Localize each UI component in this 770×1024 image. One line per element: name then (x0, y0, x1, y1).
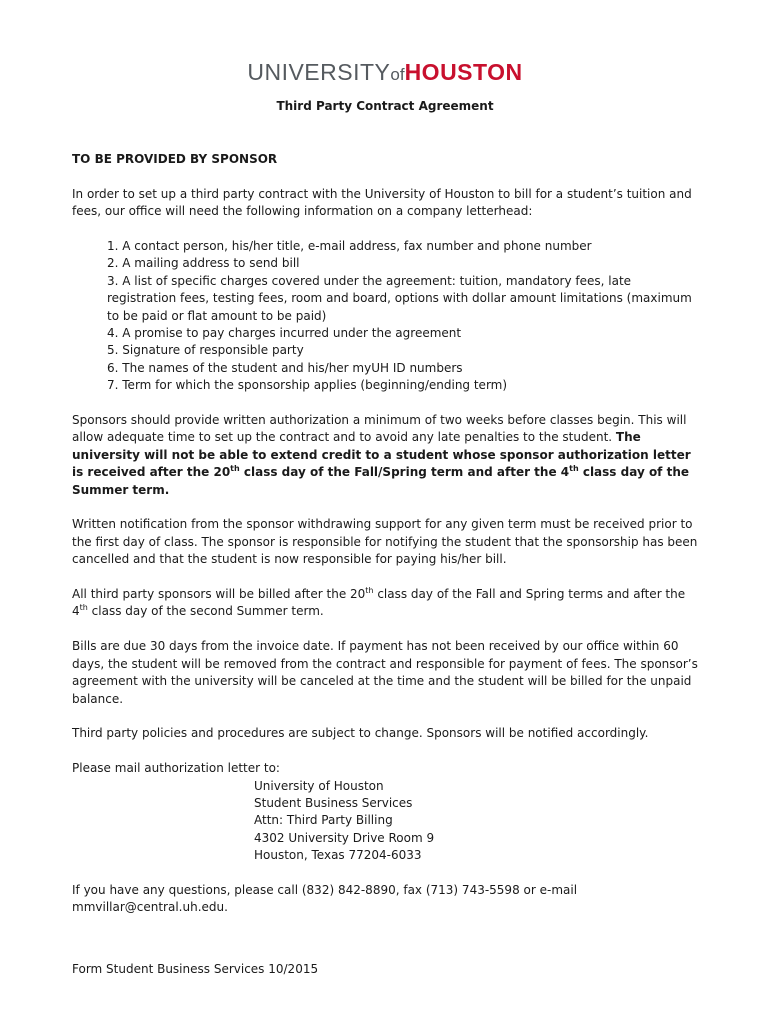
list-item: 5. Signature of responsible party (107, 343, 304, 358)
contact-paragraph: If you have any questions, please call (832) 842-8890, fax (713) 743-5598 or e-mail mmvillar@central.uh.edu. (72, 882, 578, 915)
mailing-address (254, 778, 702, 865)
billing-text: class day of the Fall and Spring terms and after the 4 (72, 587, 686, 619)
address-line: 4302 University Drive Room 9 (254, 830, 435, 845)
billing-text: class day of the second Summer term. (87, 604, 324, 619)
authorization-bold-text: class day of the Fall/Spring term and after the 4 (239, 465, 570, 480)
authorization-paragraph (72, 412, 702, 499)
requirements-list (72, 238, 702, 395)
billing-text: All third party sponsors will be billed after the 20 (72, 587, 366, 602)
list-item: 4. A promise to pay charges incurred under the agreement (107, 326, 462, 341)
address-line: Student Business Services (254, 795, 413, 810)
due-paragraph: Bills are due 30 days from the invoice date. If payment has not been received by our office within 60 days, the student will be removed from the contract and responsible for payment of fees. The sponsor’s agreement with the university will be canceled at the time and the student will be billed for the unpaid balance. (72, 639, 698, 706)
ordinal-suffix: th (79, 603, 88, 613)
section-heading: TO BE PROVIDED BY SPONSOR (72, 152, 278, 166)
ordinal-suffix: th (569, 464, 579, 474)
list-item: 2. A mailing address to send bill (107, 256, 300, 271)
list-item: 1. A contact person, his/her title, e-mail address, fax number and phone number (107, 239, 592, 253)
address-line: Attn: Third Party Billing (254, 813, 393, 828)
document-title: Third Party Contract Agreement (276, 99, 494, 113)
withdrawal-paragraph: Written notification from the sponsor withdrawing support for any given term must be received prior to the first day of class. The sponsor is responsible for notifying the student that the sponsorship has been cancelled and that the student is now responsible for paying his/her bill. (72, 517, 698, 567)
authorization-text: Sponsors should provide written authorization a minimum of two weeks before classes begin. This will allow adequate time to set up the contract and to avoid any late penalties to the student. (72, 413, 687, 445)
logo-houston-text: HOUSTON (404, 59, 523, 85)
list-item: 7. Term for which the sponsorship applies (beginning/ending term) (107, 378, 508, 393)
authorization-bold-text: class day of the Summer term. (72, 465, 689, 497)
requirements-paragraph (72, 186, 702, 221)
address-line: Houston, Texas 77204-6033 (254, 848, 422, 863)
billing-paragraph (72, 586, 702, 621)
mail-label: Please mail authorization letter to: (72, 761, 280, 776)
intro-text: In order to set up a third party contract with the University of Houston to bill for a student’s tuition and fees, our office will need the following information on a company letterhead: (72, 186, 692, 219)
ordinal-suffix: th (365, 586, 374, 596)
authorization-bold-text: The university will not be able to extend credit to a student whose sponsor authorization letter is received after the 20 (72, 430, 691, 480)
list-item: 6. The names of the student and his/her myUH ID numbers (107, 360, 463, 375)
ordinal-suffix: th (230, 464, 240, 474)
logo-university-text: UNIVERSITY (247, 59, 391, 85)
form-footer: Form Student Business Services 10/2015 (72, 962, 319, 976)
logo-of-text: of (390, 65, 405, 84)
list-item: 3. A list of specific charges covered under the agreement: tuition, mandatory fees, late registration fees, testing fees, room and board, options with dollar amount limitations (maximum to be paid or flat amount to be paid) (107, 273, 692, 323)
address-line: University of Houston (254, 778, 384, 793)
mailing-block (72, 760, 702, 864)
policies-paragraph: Third party policies and procedures are subject to change. Sponsors will be notified accordingly. (72, 726, 649, 741)
document-body (72, 151, 702, 934)
university-logo (0, 58, 770, 90)
